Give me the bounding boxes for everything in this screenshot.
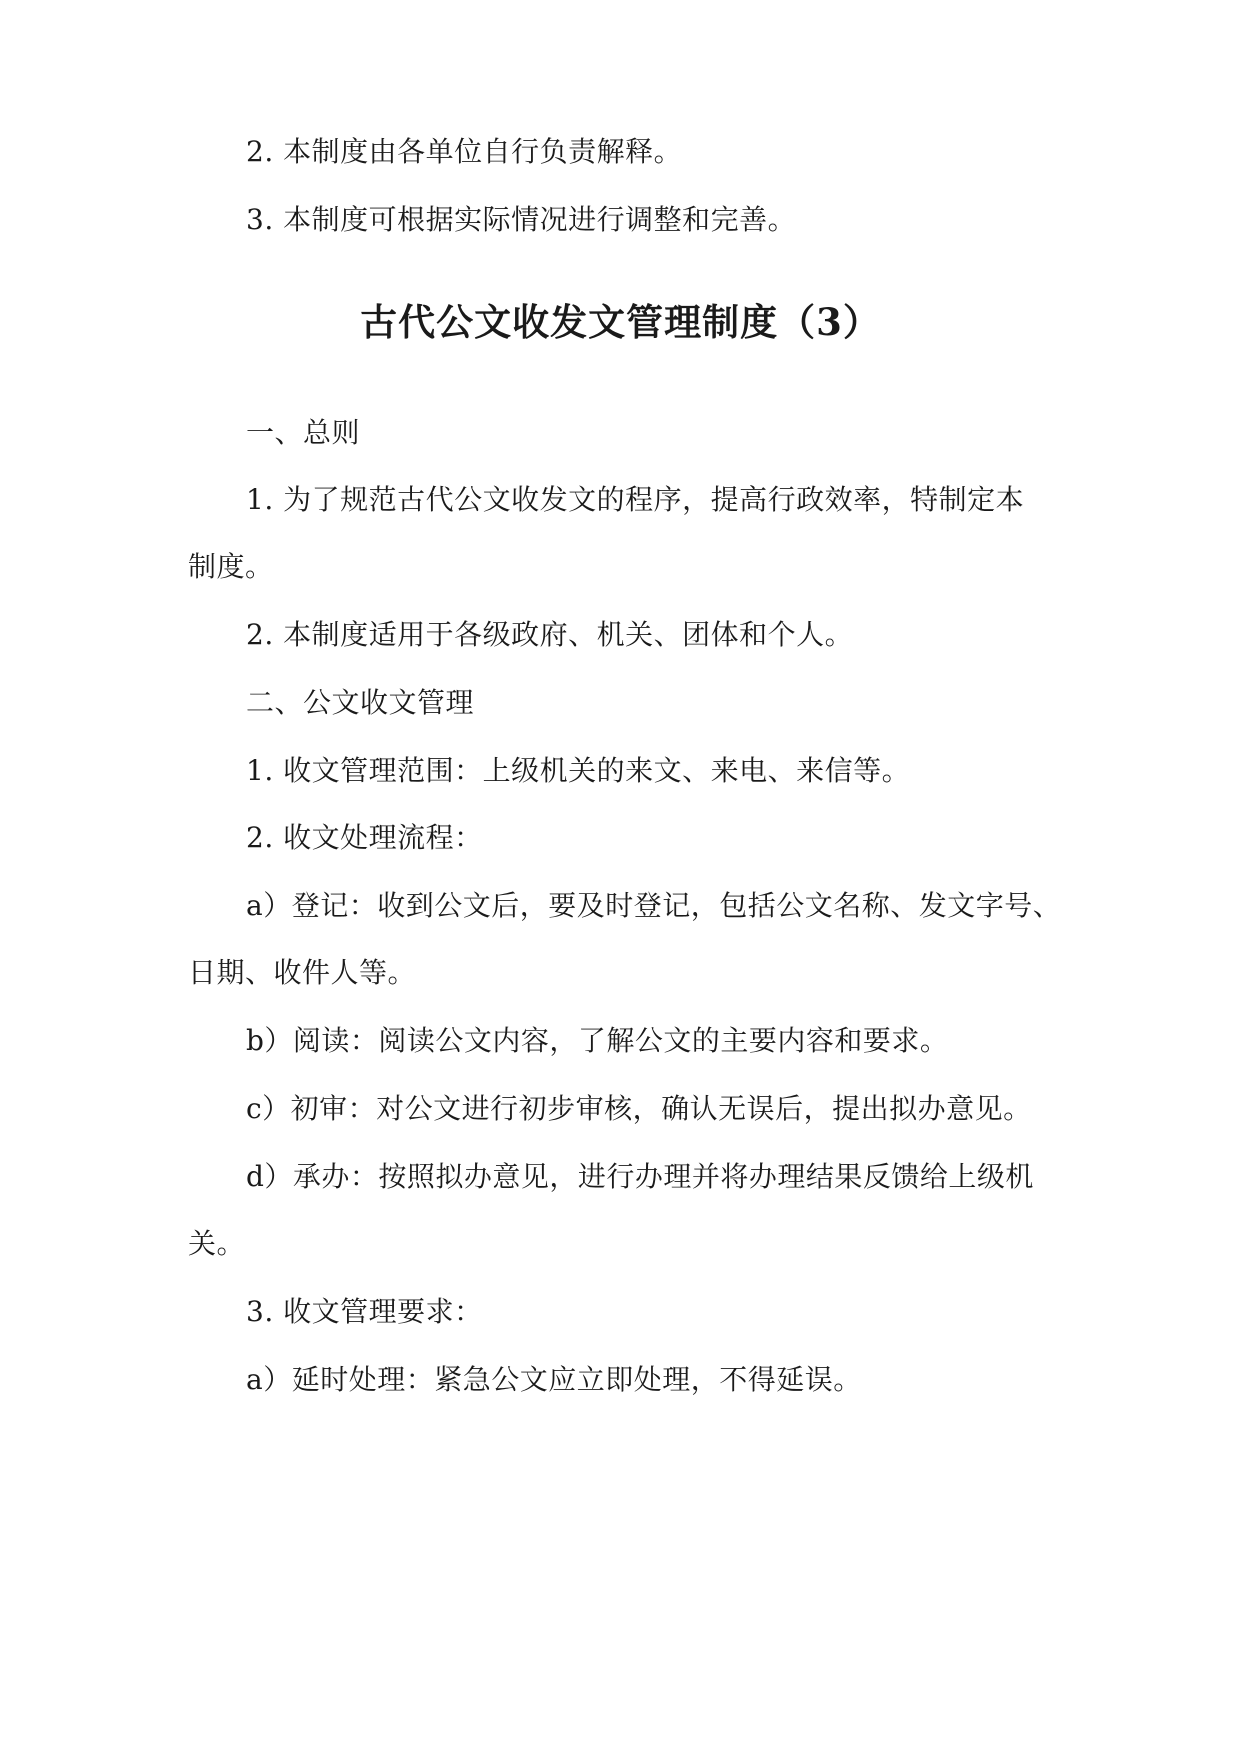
list-item: c）初审：对公文进行初步审核，确认无误后，提出拟办意见。 [246, 1092, 1032, 1125]
list-item: d）承办：按照拟办意见，进行办理并将办理结果反馈给上级机 [246, 1160, 1034, 1193]
list-item: a）延时处理：紧急公文应立即处理，不得延误。 [246, 1363, 862, 1396]
list-item: a）登记：收到公文后，要及时登记，包括公文名称、发文字号、 [246, 889, 1062, 922]
paragraph-item-2: 2. 本制度由各单位自行负责解释。 [246, 135, 683, 168]
list-item: b）阅读：阅读公文内容，了解公文的主要内容和要求。 [246, 1024, 949, 1057]
paragraph: 2. 收文处理流程： [246, 821, 483, 854]
list-item-continuation: 关。 [188, 1227, 246, 1260]
paragraph-continuation: 制度。 [188, 550, 274, 583]
paragraph: 2. 本制度适用于各级政府、机关、团体和个人。 [246, 618, 854, 651]
paragraph-item-3: 3. 本制度可根据实际情况进行调整和完善。 [246, 203, 797, 236]
heading-general: 一、总则 [246, 416, 361, 449]
heading-receiving: 二、公文收文管理 [246, 686, 475, 719]
paragraph: 1. 收文管理范围：上级机关的来文、来电、来信等。 [246, 754, 911, 787]
list-item-continuation: 日期、收件人等。 [188, 956, 417, 989]
paragraph: 1. 为了规范古代公文收发文的程序，提高行政效率，特制定本 [246, 483, 1025, 516]
paragraph: 3. 收文管理要求： [246, 1295, 483, 1328]
section-title: 古代公文收发文管理制度（3） [360, 300, 881, 344]
